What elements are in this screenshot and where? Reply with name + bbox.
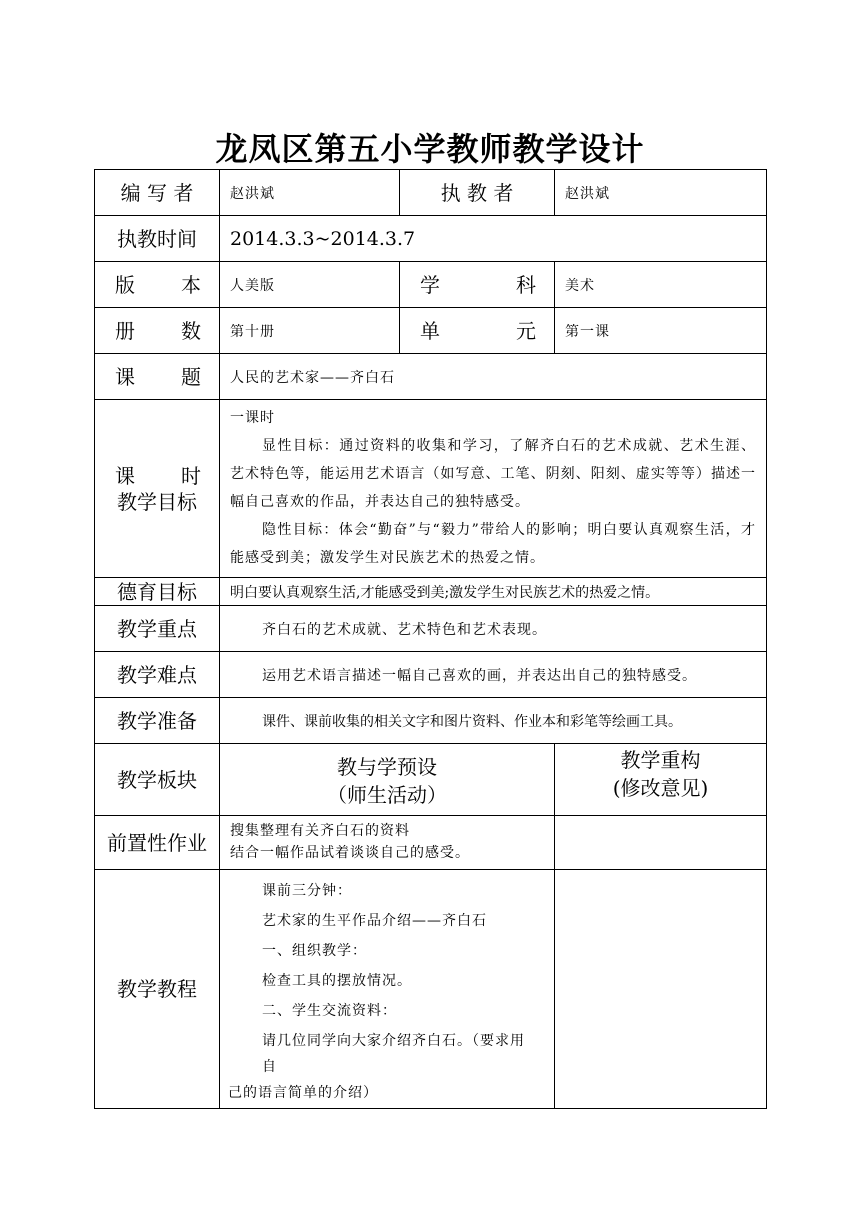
goals-line: 一课时 bbox=[230, 410, 275, 426]
row-time bbox=[95, 216, 767, 262]
author-label: 编 写 者 bbox=[95, 170, 220, 216]
preset-header: 教与学预设 （师生活动） bbox=[220, 744, 555, 816]
edition-label: 版 本 bbox=[95, 262, 220, 308]
goals-line: 显性目标：通过资料的收集和学习，了解齐白石的艺术成就、艺术生涯、艺术特色等，能运用艺术语言（如写意、工笔、阴刻、阳刻、虚实等等）描述一幅自己喜欢的作品，并表达自己的独特感受。 bbox=[230, 438, 756, 510]
teacher-value: 赵洪斌 bbox=[555, 170, 767, 216]
edition-value: 人美版 bbox=[220, 262, 400, 308]
homework-line: 结合一幅作品试着谈谈自己的感受。 bbox=[230, 845, 470, 861]
moral-label: 德育目标 bbox=[95, 578, 220, 606]
homework-content bbox=[220, 816, 555, 870]
row-author bbox=[95, 170, 767, 216]
process-line: 己的语言简单的介绍） bbox=[228, 1085, 378, 1101]
page-title: 龙凤区第五小学教师教学设计 bbox=[215, 130, 645, 168]
goals-line: 隐性目标：体会“勤奋”与“毅力”带给人的影响；明白要认真观察生活，才能感受到美；激发学生对民族艺术的热爱之情。 bbox=[230, 522, 756, 566]
time-value: 2014.3.3~2014.3.7 bbox=[220, 216, 767, 262]
homework-notes bbox=[555, 816, 767, 870]
topic-label: 课 题 bbox=[95, 354, 220, 400]
row-homework bbox=[95, 816, 767, 870]
row-moral bbox=[95, 578, 767, 606]
volume-label: 册 数 bbox=[95, 308, 220, 354]
unit-label: 单 元 bbox=[400, 308, 555, 354]
row-edition bbox=[95, 262, 767, 308]
goals-label: 课 时 教学目标 bbox=[95, 400, 220, 578]
teacher-label: 执 教 者 bbox=[400, 170, 555, 216]
process-line: 自 bbox=[262, 1059, 277, 1075]
key-label: 教学重点 bbox=[95, 606, 220, 652]
prep-label: 教学准备 bbox=[95, 698, 220, 744]
moral-value: 明白要认真观察生活,才能感受到美;激发学生对民族艺术的热爱之情。 bbox=[220, 578, 767, 606]
row-module-header bbox=[95, 744, 767, 816]
volume-value: 第十册 bbox=[220, 308, 400, 354]
unit-value: 第一课 bbox=[555, 308, 767, 354]
process-notes bbox=[555, 870, 767, 1109]
row-key bbox=[95, 606, 767, 652]
process-line: 请几位同学向大家介绍齐白石。（要求用 bbox=[262, 1033, 525, 1049]
homework-line: 搜集整理有关齐白石的资料 bbox=[230, 823, 410, 839]
row-difficulty bbox=[95, 652, 767, 698]
row-process bbox=[95, 870, 767, 1109]
process-line: 艺术家的生平作品介绍——齐白石 bbox=[262, 913, 487, 929]
author-value: 赵洪斌 bbox=[220, 170, 400, 216]
process-line: 课前三分钟： bbox=[262, 883, 352, 899]
lesson-plan-table bbox=[94, 169, 767, 1109]
topic-value: 人民的艺术家——齐白石 bbox=[220, 354, 767, 400]
rebuild-header: 教学重构 (修改意见) bbox=[555, 744, 767, 816]
module-label: 教学板块 bbox=[95, 744, 220, 816]
row-prep bbox=[95, 698, 767, 744]
subject-value: 美术 bbox=[555, 262, 767, 308]
process-line: 二、学生交流资料： bbox=[262, 1003, 397, 1019]
difficulty-label: 教学难点 bbox=[95, 652, 220, 698]
key-value: 齐白石的艺术成就、艺术特色和艺术表现。 bbox=[220, 606, 767, 652]
row-volume bbox=[95, 308, 767, 354]
process-line: 一、组织教学： bbox=[262, 943, 367, 959]
time-label: 执教时间 bbox=[95, 216, 220, 262]
process-content bbox=[220, 870, 555, 1109]
row-topic bbox=[95, 354, 767, 400]
process-line: 检查工具的摆放情况。 bbox=[262, 973, 412, 989]
prep-value: 课件、课前收集的相关文字和图片资料、作业本和彩笔等绘画工具。 bbox=[220, 698, 767, 744]
row-goals bbox=[95, 400, 767, 578]
difficulty-value: 运用艺术语言描述一幅自己喜欢的画，并表达出自己的独特感受。 bbox=[220, 652, 767, 698]
homework-label: 前置性作业 bbox=[95, 816, 220, 870]
process-label: 教学教程 bbox=[95, 870, 220, 1109]
subject-label: 学 科 bbox=[400, 262, 555, 308]
goals-content bbox=[220, 400, 767, 578]
